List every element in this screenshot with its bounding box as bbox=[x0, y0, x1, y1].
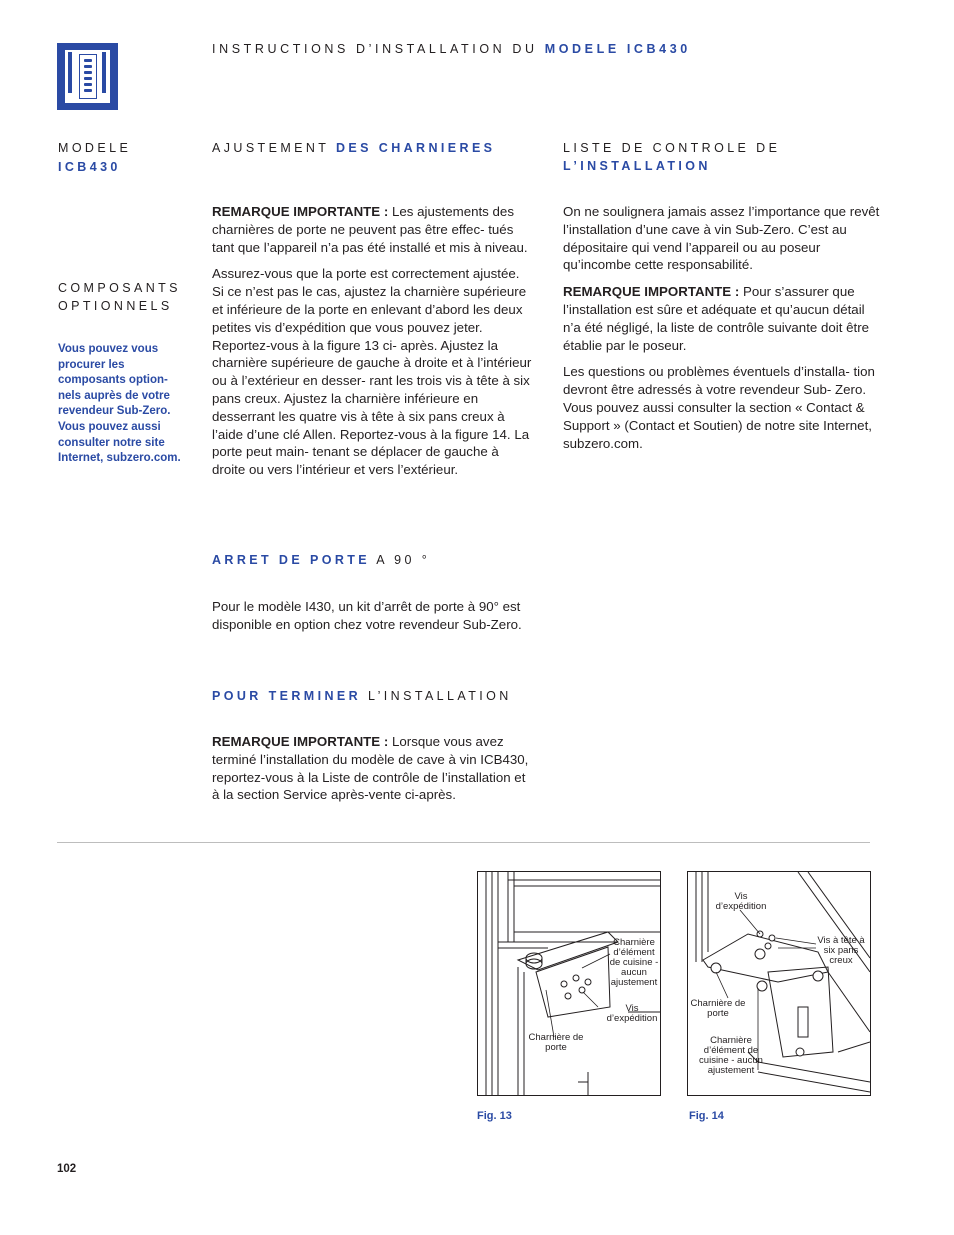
fig14-label-door-hinge: Charnière de porte bbox=[690, 998, 746, 1019]
model-label: MODELE ICB430 bbox=[58, 141, 132, 174]
fig14-label-kitchen-hinge: Charnière d’élément de cuisine - aucun ajustement bbox=[699, 1035, 763, 1076]
header-model: MODELE ICB430 bbox=[544, 42, 691, 56]
fig13-label-door-hinge: Charnière de porte bbox=[528, 1032, 584, 1053]
page-header bbox=[212, 42, 691, 56]
options-heading: COMPOSANTS OPTIONNELS bbox=[58, 281, 181, 313]
options-note: Vous pouvez vous procurer les composants option- nels auprès de votre revendeur Sub-Zero. Vous pouvez aussi consulter notre site Internet, subzero.com. bbox=[58, 343, 181, 465]
brand-logo bbox=[57, 43, 118, 110]
section-hinge-adjustment-title: AJUSTEMENT DES CHARNIERES bbox=[212, 141, 496, 155]
fig14-label-hex-screws: Vis à tête à six pans creux bbox=[817, 935, 865, 966]
hinge-adjustment-text: REMARQUE IMPORTANTE : Les ajustements des charnières de porte ne peuvent pas être effec- tués tant que l’appareil n’a pas été installé et mis à niveau. Assurez-vous que la porte est correctement ajustée. Si ce n’est pas le cas, ajustez la charnière supérieure et inférieure de la porte en enlevant d’abord les deux petites vis d’expédition que vous pouvez jeter. Reportez-vous à la figure 13 ci- après. Ajustez la charnière supérieure de gauche à droite et à l’intérieur ou à l’extérieur en desser- rant les trois vis à tête à six pans creux. Ajustez la charnière inférieure en desserrant les quatre vis à tête à six pans creux à l’aide d’une clé Allen. Reportez-vous à la figure 14. La porte peut main- tenant se déplacer de gauche à droite ou vers l’intérieur et vers l’extérieur. bbox=[212, 204, 532, 478]
figure-13 bbox=[477, 871, 661, 1096]
fig13-label-shipping-screw: Vis d’expédition bbox=[606, 1003, 658, 1024]
finish-text: REMARQUE IMPORTANTE : Lorsque vous avez terminé l’installation du modèle de cave à vin ICB430, reportez-vous à la Liste de contrôle de l’installation et à la section Service après-vente ci-après. bbox=[212, 734, 529, 803]
section-finish-title: POUR TERMINER L’INSTALLATION bbox=[212, 689, 512, 703]
figure-13-caption: Fig. 13 bbox=[477, 1110, 512, 1122]
figure-14-caption: Fig. 14 bbox=[689, 1110, 724, 1122]
fig14-label-shipping-screw: Vis d’expédition bbox=[715, 891, 767, 912]
figure-14 bbox=[687, 871, 871, 1096]
header-prefix: INSTRUCTIONS D’INSTALLATION DU bbox=[212, 42, 538, 56]
divider bbox=[57, 842, 870, 843]
checklist-title: LISTE DE CONTROLE DE L’INSTALLATION bbox=[563, 141, 781, 173]
fig13-label-kitchen-hinge: Charnière d’élément de cuisine - aucun ajustement bbox=[609, 937, 659, 988]
section-door-stop-title: ARRET DE PORTE A 90 ° bbox=[212, 553, 431, 567]
model-value: ICB430 bbox=[58, 160, 121, 174]
page-number: 102 bbox=[57, 1163, 77, 1175]
checklist-text: On ne soulignera jamais assez l’importance que revêt l’installation d’une cave à vin Sub-Zero. C’est au dépositaire qui vend l’appareil ou au poseur qu’incombe cette responsabilité. REMARQUE IMPORTANTE : Pour s’assurer que l’installation est sûre et adéquate et qu’aucun détail n’a été négligé, la liste de contrôle suivante doit être établie par le poseur. Les questions ou problèmes éventuels d’installa- tion devront être adressés à votre revendeur Sub- Zero. Vous pouvez aussi consulter la section « Contact & Support » (Contact et Soutien) de notre site Internet, subzero.com. bbox=[563, 204, 880, 451]
door-stop-text: Pour le modèle I430, un kit d’arrêt de porte à 90° est disponible en option chez votre revendeur Sub-Zero. bbox=[212, 599, 522, 632]
